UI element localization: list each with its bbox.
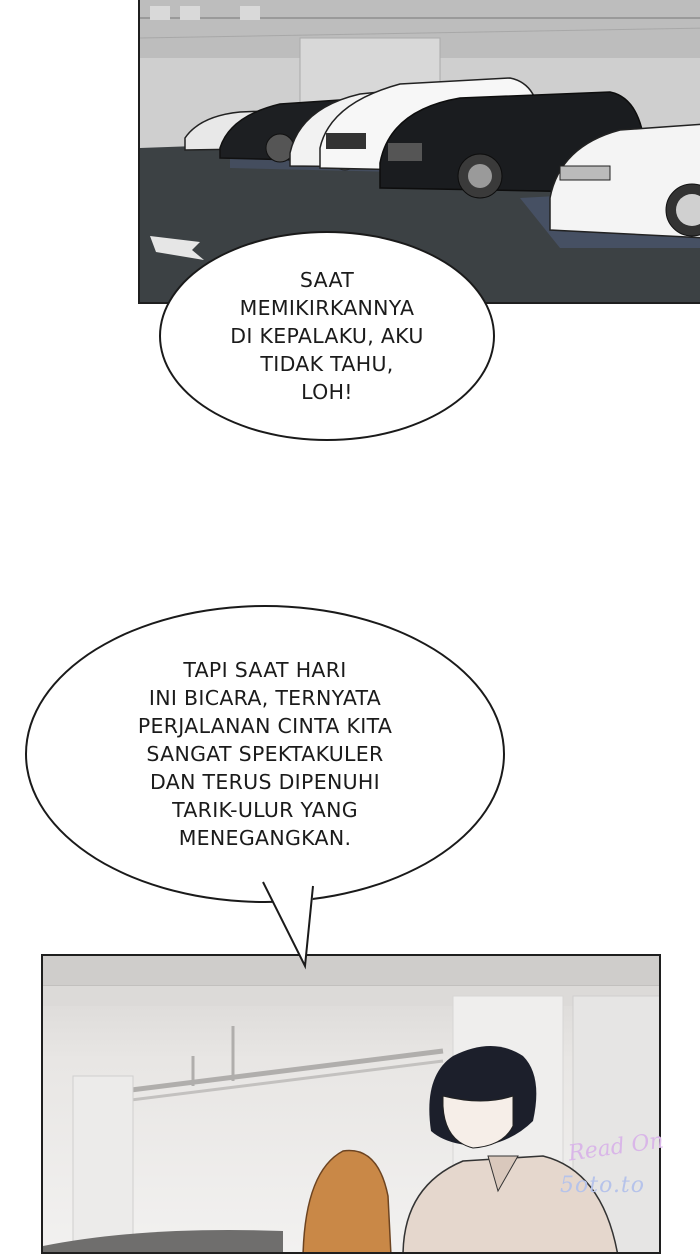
speech-bubble-2-tail	[255, 880, 335, 970]
watermark	[560, 1128, 690, 1215]
woman-character-icon	[303, 1151, 391, 1254]
speech-bubble-1-text: SAAT MEMIKIRKANNYA DI KEPALAKU, AKU TIDAK TAHU, LOH!	[230, 268, 424, 404]
speech-bubble-2-text: TAPI SAAT HARI INI BICARA, TERNYATA PERJALANAN CINTA KITA SANGAT SPEKTAKULER DAN TERUS DIPENUHI TARIK-ULUR YANG MENEGANGKAN.	[137, 658, 393, 850]
speech-bubble-1	[159, 231, 495, 441]
speech-bubble-2	[25, 605, 505, 903]
watermark-line1: Read On	[566, 1128, 666, 1167]
watermark-line2: 5oto.to	[560, 1173, 646, 1198]
